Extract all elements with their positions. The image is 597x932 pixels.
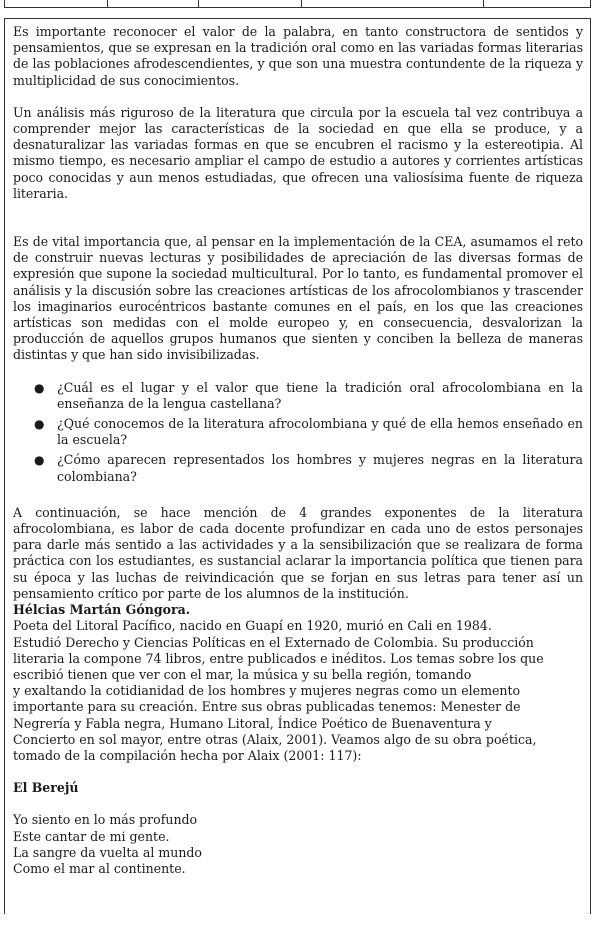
poem-line: Este cantar de mi gente.: [13, 828, 170, 844]
author-bio-line: escribió tienen que ver con el mar, la música y su bella región, tomando: [13, 666, 472, 682]
questions-list: [13, 380, 583, 485]
author-bio-line: Concierto en sol mayor, entre otras (Alaix, 2001). Veamos algo de su obra poética,: [13, 731, 537, 747]
intro-paragraph-2: Un análisis más riguroso de la literatura que circula por la escuela tal vez contribuya a comprender mejor las características de la sociedad en que ella se produce, y a desnaturalizar las variadas formas en que se encubren el racismo y la estereotipia. Al mismo tiempo, es necesario ampliar el campo de estudio a autores y corrientes artísticas poco conocidas y aun menos estudiadas, que ofrecen una valiosísima fuente de riqueza literaria.: [13, 104, 583, 201]
question-text: ¿Cuál es el lugar y el valor que tiene la tradición oral afrocolombiana en la enseñanza de la lengua castellana?: [57, 379, 583, 411]
list-item: [34, 452, 583, 484]
author-bio-line: Estudió Derecho y Ciencias Políticas en el Externado de Colombia. Su producción: [13, 634, 534, 650]
bullet-icon: ●: [34, 417, 45, 432]
table-cell-divider: [107, 0, 108, 8]
bullet-icon: ●: [34, 453, 45, 468]
author-bio-line: importante para su creación. Entre sus obras publicadas tenemos: Menester de: [13, 699, 521, 715]
author-bio-line: literaria la compone 74 libros, entre publicados e inéditos. Los temas sobre los que: [13, 650, 544, 666]
question-text: ¿Cómo aparecen representados los hombres y mujeres negras en la literatura colombiana?: [57, 452, 583, 484]
poem-line: Como el mar al continente.: [13, 860, 186, 876]
poem-title: El Berejú: [13, 780, 79, 796]
list-item: [34, 379, 583, 412]
poem-line: Yo siento en lo más profundo: [13, 812, 198, 828]
poem-body: [13, 812, 583, 877]
bullet-icon: ●: [34, 380, 45, 395]
question-text: ¿Qué conocemos de la literatura afrocolombiana y qué de ella hemos enseñado en la escuela?: [57, 416, 583, 448]
poem-line: La sangre da vuelta al mundo: [13, 844, 202, 860]
list-item: [34, 416, 583, 448]
table-cell-divider: [198, 0, 199, 8]
author-bio-line: Negrería y Fabla negra, Humano Litoral, Índice Poético de Buenaventura y: [13, 715, 492, 731]
continuation-paragraph: A continuación, se hace mención de 4 grandes exponentes de la literatura afrocolombiana, es labor de cada docente profundizar en cada uno de estos personajes para darle más sentido a las actividades y a la sensibilización que se realizara de forma práctica con los estudiantes, es sustancial aclarar la importancia política que tienen para su época y las luchas de reivindicación que se forjan en sus letras para tener así un pensamiento crítico por parte de los alumnos de la institución.: [13, 504, 583, 601]
table-cell-divider: [301, 0, 302, 8]
author-bio-line: y exaltando la cotidianidad de los hombres y mujeres negras como un elemento: [13, 683, 521, 699]
table-cell-divider: [483, 0, 484, 8]
intro-paragraph-1: Es importante reconocer el valor de la palabra, en tanto constructora de sentidos y pensamientos, que se expresan en la tradición oral como en las variadas formas literarias de las poblaciones afrodescendientes, y que son una muestra contundente de la riqueza y multiplicidad de sus conocimientos.: [13, 24, 583, 88]
author-bio-line: tomado de la compilación hecha por Alaix (2001: 117):: [13, 747, 362, 763]
previous-table-bottom-edge: [4, 0, 591, 8]
author-name: Hélcias Martán Góngora.: [13, 602, 191, 618]
author-bio-line: Poeta del Litoral Pacífico, nacido en Guapí en 1920, murió en Cali en 1984.: [13, 618, 492, 634]
intro-paragraph-3: Es de vital importancia que, al pensar en la implementación de la CEA, asumamos el reto de construir nuevas lecturas y posibilidades de apreciación de las diversas formas de expresión que supone la sociedad multicultural. Por lo tanto, es fundamental promover el análisis y la discusión sobre las creaciones artísticas de los afrocolombianos y trascender los imaginarios eurocéntricos bastante comunes en el país, en los que las creaciones artísticas son medidas con el molde europeo y, en consecuencia, desvalorizan la producción de aquellos grupos humanos que sienten y conciben la belleza de maneras distintas y que han sido invisibilizadas.: [13, 234, 583, 363]
author-bio: [13, 618, 583, 764]
document-content-frame: [4, 18, 591, 914]
